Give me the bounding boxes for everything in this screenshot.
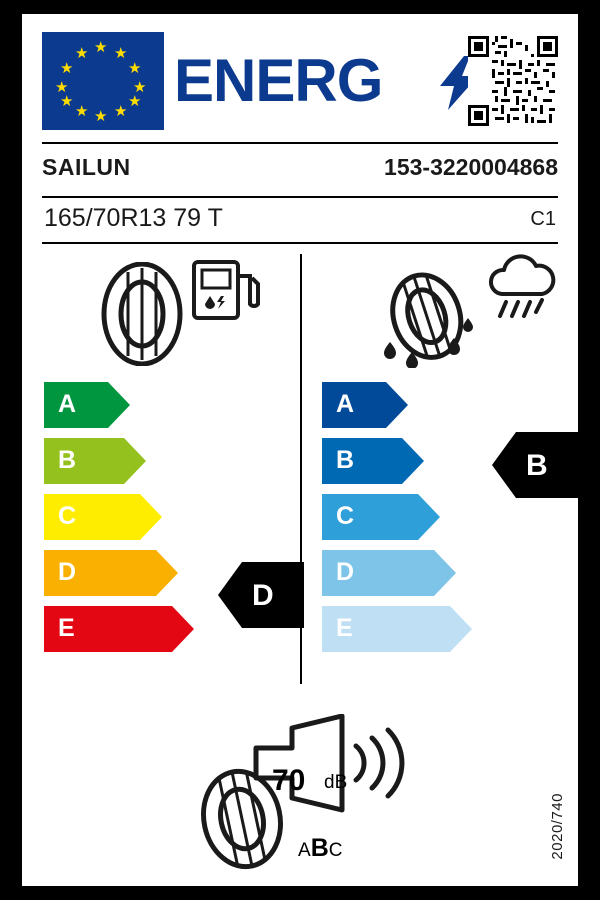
wet-grade-e — [322, 606, 442, 652]
wet-grade-c-letter: C — [336, 502, 355, 530]
noise-class-a: A — [298, 840, 311, 861]
header-divider — [42, 142, 558, 144]
wet-grip-scale — [322, 382, 442, 662]
fuel-grade-d-letter: D — [58, 558, 77, 586]
fuel-grade-d — [44, 550, 164, 596]
fuel-grade-e — [44, 606, 164, 652]
pictogram-row — [42, 250, 558, 372]
wet-grade-e-letter: E — [336, 614, 353, 642]
fuel-grade-a-letter: A — [58, 390, 77, 418]
fuel-pump-icon — [190, 258, 262, 327]
wet-grade-a — [322, 382, 442, 428]
supplier-row — [42, 148, 558, 194]
fuel-grade-a — [44, 382, 164, 428]
tyre-icon — [100, 262, 184, 371]
model-identifier: 153-3220004868 — [384, 154, 558, 180]
noise-class-c: C — [328, 840, 343, 861]
noise-class-scale — [298, 834, 342, 863]
tyre-size-row — [42, 202, 558, 240]
wet-grade-b — [322, 438, 442, 484]
fuel-grade-c-letter: C — [58, 502, 77, 530]
tyre-wet-icon — [382, 272, 474, 373]
noise-value: 70 — [272, 764, 306, 797]
fuel-grade-c — [44, 494, 164, 540]
wet-grade-b-letter: B — [336, 446, 355, 474]
tyre-class: C1 — [530, 208, 556, 230]
wet-grade-d-letter: D — [336, 558, 355, 586]
wet-rating-letter: B — [526, 449, 548, 482]
energy-wordmark — [174, 32, 454, 130]
size-divider — [42, 242, 558, 244]
tyre-size: 165/70R13 79 T — [44, 204, 223, 232]
supplier-divider — [42, 196, 558, 198]
wet-grade-d — [322, 550, 442, 596]
fuel-grade-e-letter: E — [58, 614, 75, 642]
label-header — [42, 32, 558, 130]
noise-section — [172, 714, 432, 874]
eu-flag-icon: ★ ★ ★ ★ ★ ★ ★ ★ ★ ★ ★ ★ — [42, 32, 164, 130]
brand-name: SAILUN — [42, 154, 131, 180]
energy-title: ENERG — [174, 47, 383, 114]
fuel-grade-b — [44, 438, 164, 484]
fuel-rating-marker — [218, 562, 304, 628]
regulation-reference: 2020/740 — [549, 793, 566, 860]
noise-class-b: B — [310, 834, 329, 862]
qr-code — [468, 36, 558, 126]
wet-grade-c — [322, 494, 442, 540]
fuel-rating-letter: D — [252, 579, 274, 612]
wet-grade-a-letter: A — [336, 390, 355, 418]
fuel-grade-b-letter: B — [58, 446, 77, 474]
wet-rating-marker — [492, 432, 578, 498]
rain-cloud-icon — [482, 254, 564, 331]
tyre-energy-label — [22, 14, 578, 886]
noise-unit: dB — [324, 772, 348, 793]
fuel-efficiency-scale — [44, 382, 164, 662]
